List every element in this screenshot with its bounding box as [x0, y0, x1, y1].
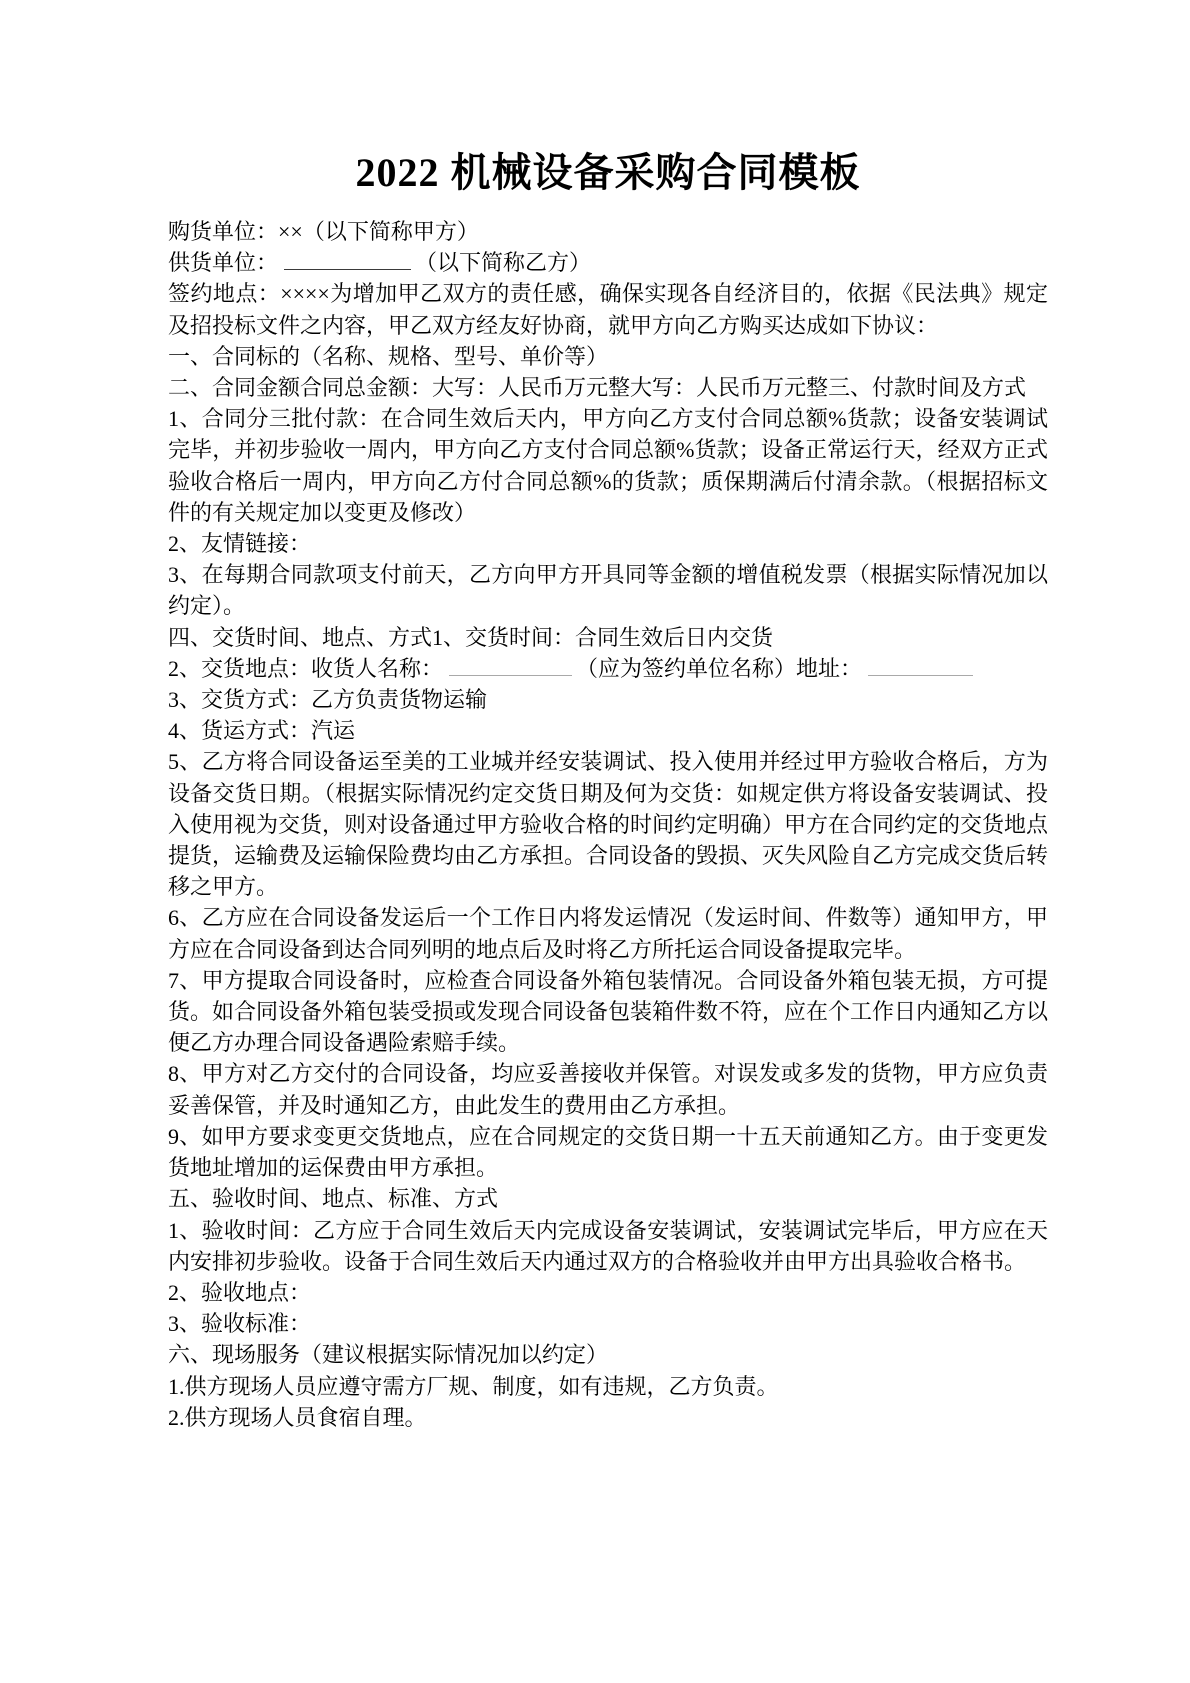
paragraph-text: 2、交货地点：收货人名称：: [168, 655, 444, 681]
paragraph-text: 1.供方现场人员应遵守需方厂规、制度，如有违规，乙方负责。: [168, 1373, 779, 1399]
paragraph: [168, 1371, 1048, 1402]
paragraph: [168, 965, 1048, 1059]
contract-body: [168, 216, 1048, 1433]
paragraph: [168, 341, 1048, 372]
paragraph: [168, 1183, 1048, 1214]
paragraph-text: 一、合同标的（名称、规格、型号、单价等）: [168, 343, 609, 369]
paragraph-text: 1、合同分三批付款：在合同生效后天内，甲方向乙方支付合同总额%货款；设备安装调试完毕，并初步验收一周内，甲方向乙方支付合同总额%货款；设备正常运行天，经双方正式验收合格后一周内，甲方向乙方付合同总额%的货款；质保期满后付清余款。（根据招标文件的有关规定加以变更及修改）: [168, 406, 1048, 525]
paragraph-text: 4、货运方式：汽运: [168, 718, 356, 744]
paragraph-text: 供货单位：: [168, 250, 279, 276]
paragraph: [168, 559, 1048, 621]
paragraph: [168, 653, 1048, 684]
document-title: 2022 机械设备采购合同模板: [355, 150, 861, 195]
paragraph-text: 3、交货方式：乙方负责货物运输: [168, 687, 488, 713]
blank-line: [868, 655, 973, 676]
paragraph-text: 3、在每期合同款项支付前天，乙方向甲方开具同等金额的增值税发票（根据实际情况加以约定）。: [168, 562, 1048, 619]
paragraph-text: 5、乙方将合同设备运至美的工业城并经安装调试、投入使用并经过甲方验收合格后，方为设备交货日期。（根据实际情况约定交货日期及何为交货：如规定供方将设备安装调试、投入使用视为交货，则对设备通过甲方验收合格的时间约定明确）甲方在合同约定的交货地点提货，运输费及运输保险费均由乙方承担。合同设备的毁损、灭失风险自乙方完成交货后转移之甲方。: [168, 749, 1049, 900]
paragraph-text: 1、验收时间：乙方应于合同生效后天内完成设备安装调试，安装调试完毕后，甲方应在天内安排初步验收。设备于合同生效后天内通过双方的合格验收并由甲方出具验收合格书。: [168, 1217, 1048, 1274]
paragraph-text: 五、验收时间、地点、标准、方式: [168, 1186, 499, 1212]
paragraph: [168, 1277, 1048, 1308]
blank-line: [284, 249, 411, 270]
paragraph-text: 2.供方现场人员食宿自理。: [168, 1404, 427, 1430]
paragraph-text: （以下简称乙方）: [415, 250, 592, 276]
paragraph: [168, 1121, 1048, 1183]
paragraph-text: 购货单位：××（以下简称甲方）: [168, 219, 479, 244]
paragraph: [168, 216, 1048, 247]
paragraph: [168, 902, 1048, 964]
paragraph-text: 8、甲方对乙方交付的合同设备，均应妥善接收并保管。对误发或多发的货物，甲方应负责妥善保管，并及时通知乙方，由此发生的费用由乙方承担。: [168, 1061, 1048, 1118]
paragraph-text: （应为签约单位名称）地址：: [576, 655, 863, 681]
paragraph-text: 9、如甲方要求变更交货地点，应在合同规定的交货日期一十五天前通知乙方。由于变更发货地址增加的运保费由甲方承担。: [168, 1123, 1048, 1181]
paragraph: [168, 1308, 1048, 1339]
paragraph: [168, 1215, 1048, 1277]
paragraph: [168, 247, 1048, 278]
paragraph: [168, 622, 1048, 653]
paragraph: [168, 1339, 1048, 1370]
paragraph: [168, 372, 1048, 403]
blank-line: [449, 655, 572, 676]
paragraph: [168, 403, 1048, 528]
paragraph: [168, 278, 1048, 340]
paragraph-text: 二、合同金额合同总金额：大写：人民币万元整大写：人民币万元整三、付款时间及方式: [168, 375, 1027, 401]
paragraph: [168, 684, 1048, 715]
paragraph-text: 7、甲方提取合同设备时，应检查合同设备外箱包装情况。合同设备外箱包装无损，方可提货。如合同设备外箱包装受损或发现合同设备包装箱件数不符，应在个工作日内通知乙方以便乙方办理合同设备遇险索赔手续。: [168, 967, 1049, 1056]
paragraph: [168, 1058, 1048, 1120]
paragraph: [168, 715, 1048, 746]
paragraph-text: 3、验收标准：: [168, 1311, 312, 1337]
paragraph-text: 签约地点：××××为增加甲乙双方的责任感，确保实现各自经济目的，依据《民法典》规定及招投标文件之内容，甲乙双方经友好协商，就甲方向乙方购买达成如下协议：: [168, 281, 1048, 338]
paragraph-text: 六、现场服务（建议根据实际情况加以约定）: [168, 1342, 609, 1368]
paragraph: [168, 528, 1048, 559]
paragraph-text: 2、验收地点：: [168, 1279, 312, 1305]
paragraph-text: 6、乙方应在合同设备发运后一个工作日内将发运情况（发运时间、件数等）通知甲方，甲方应在合同设备到达合同列明的地点后及时将乙方所托运合同设备提取完毕。: [168, 905, 1048, 962]
paragraph-text: 四、交货时间、地点、方式1、交货时间：合同生效后日内交货: [168, 624, 774, 650]
paragraph-text: 2、友情链接：: [168, 531, 312, 557]
paragraph: [168, 1402, 1048, 1433]
paragraph: [168, 746, 1048, 902]
